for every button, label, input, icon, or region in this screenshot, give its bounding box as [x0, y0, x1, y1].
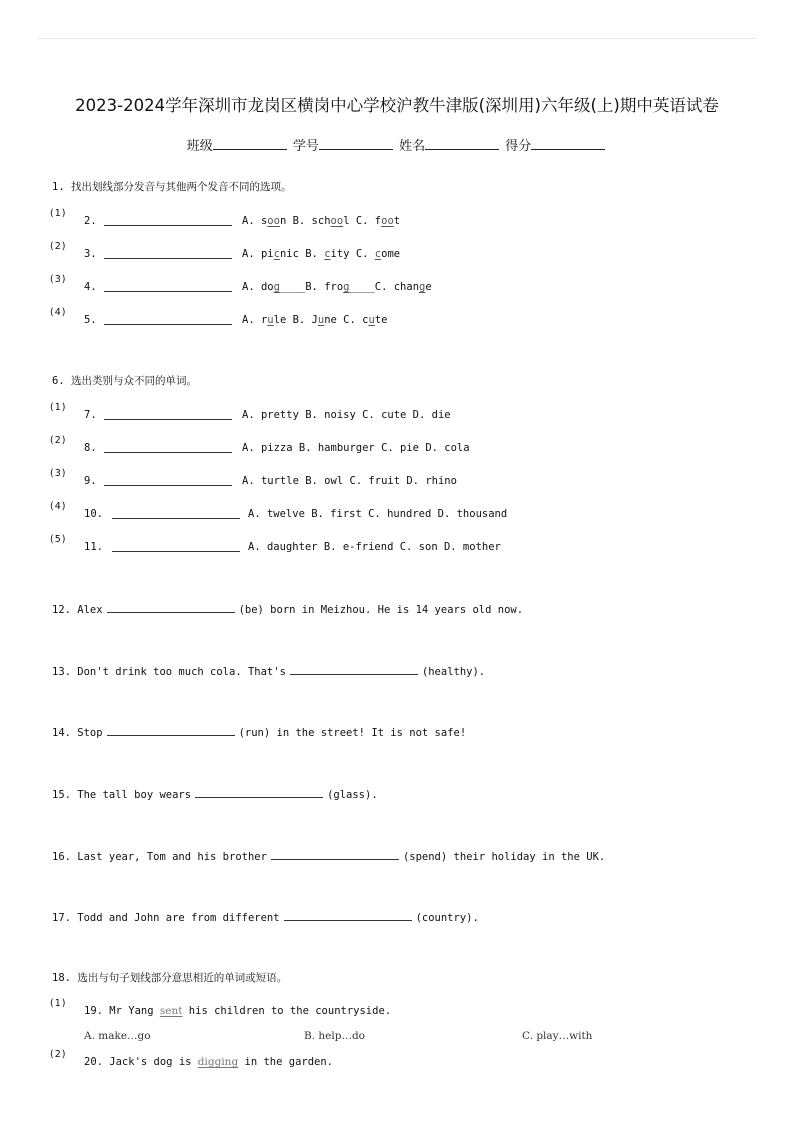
answer-blank[interactable] [107, 601, 235, 613]
question-13: 13. Don't drink too much cola. That's (healthy). [52, 663, 485, 679]
answer-blank[interactable] [104, 313, 232, 325]
question-14: 14. Stop (run) in the street! It is not safe! [52, 724, 466, 740]
sub-mark: (1) [50, 402, 67, 413]
sub-mark: (2) [50, 241, 67, 252]
question-number: 10. [84, 508, 103, 520]
options: A. turtle B. owl C. fruit D. rhino [242, 475, 457, 487]
highlighted-word: digging [197, 1056, 239, 1068]
answer-blank[interactable] [271, 848, 399, 860]
section-6-heading: 6. 选出类别与众不同的单词。 [52, 375, 197, 387]
answer-blank[interactable] [104, 408, 232, 420]
question-15: 15. The tall boy wears (glass). [52, 786, 378, 802]
score-label: 得分 [505, 139, 532, 154]
class-label: 班级 [186, 139, 213, 154]
options: A. soon B. school C. foot [242, 215, 401, 227]
options: A. twelve B. first C. hundred D. thousand [248, 508, 508, 520]
question-17: 17. Todd and John are from different (country). [52, 909, 479, 925]
choice-b[interactable]: B. help…do [304, 1030, 365, 1042]
sub-mark: (3) [50, 274, 67, 285]
question-number: 4. [84, 281, 97, 293]
sub-mark: (3) [50, 468, 67, 479]
name-label: 姓名 [399, 139, 426, 154]
answer-blank[interactable] [112, 540, 240, 552]
number-label: 学号 [292, 139, 319, 154]
question-number: 9. [84, 475, 97, 487]
options: A. picnic B. city C. come [242, 248, 401, 260]
highlighted-word: sent [159, 1005, 183, 1017]
class-field[interactable] [213, 136, 287, 150]
answer-blank[interactable] [112, 507, 240, 519]
section-1-heading: 1. 找出划线部分发音与其他两个发音不同的选项。 [52, 181, 292, 193]
answer-blank[interactable] [195, 786, 323, 798]
section-18-heading: 18. 选出与句子划线部分意思相近的单词或短语。 [52, 972, 288, 984]
answer-blank[interactable] [104, 441, 232, 453]
question-16: 16. Last year, Tom and his brother (spend) their holiday in the UK. [52, 848, 605, 864]
number-field[interactable] [319, 136, 393, 150]
score-field[interactable] [531, 136, 605, 150]
answer-blank[interactable] [104, 247, 232, 259]
sub-mark: (1) [50, 998, 67, 1009]
question-number: 2. [84, 215, 97, 227]
name-field[interactable] [425, 136, 499, 150]
sub-mark: (5) [50, 534, 67, 545]
sub-mark: (2) [50, 1049, 67, 1060]
question-number: 3. [84, 248, 97, 260]
options: A. pretty B. noisy C. cute D. die [242, 409, 451, 421]
student-info-row [0, 135, 794, 154]
sub-mark: (4) [50, 501, 67, 512]
answer-blank[interactable] [104, 214, 232, 226]
page-top-rule [38, 38, 756, 39]
options: A. dog____B. frog____C. change [242, 281, 432, 293]
sub-mark: (1) [50, 208, 67, 219]
question-12: 12. Alex (be) born in Meizhou. He is 14 years old now. [52, 601, 523, 617]
question-number: 11. [84, 541, 103, 553]
answer-blank[interactable] [104, 474, 232, 486]
question-number: 8. [84, 442, 97, 454]
choice-a[interactable]: A. make…go [84, 1030, 151, 1042]
answer-blank[interactable] [104, 280, 232, 292]
options: A. pizza B. hamburger C. pie D. cola [242, 442, 470, 454]
options: A. rule B. June C. cute [242, 314, 388, 326]
page-title: 2023-2024学年深圳市龙岗区横岗中心学校沪教牛津版(深圳用)六年级(上)期中英语试卷 [75, 96, 719, 115]
sub-mark: (2) [50, 435, 67, 446]
choice-c[interactable]: C. play…with [522, 1030, 593, 1042]
sub-mark: (4) [50, 307, 67, 318]
options: A. daughter B. e-friend C. son D. mother [248, 541, 501, 553]
answer-blank[interactable] [107, 724, 235, 736]
answer-blank[interactable] [290, 663, 418, 675]
answer-blank[interactable] [284, 909, 412, 921]
question-number: 7. [84, 409, 97, 421]
question-number: 5. [84, 314, 97, 326]
